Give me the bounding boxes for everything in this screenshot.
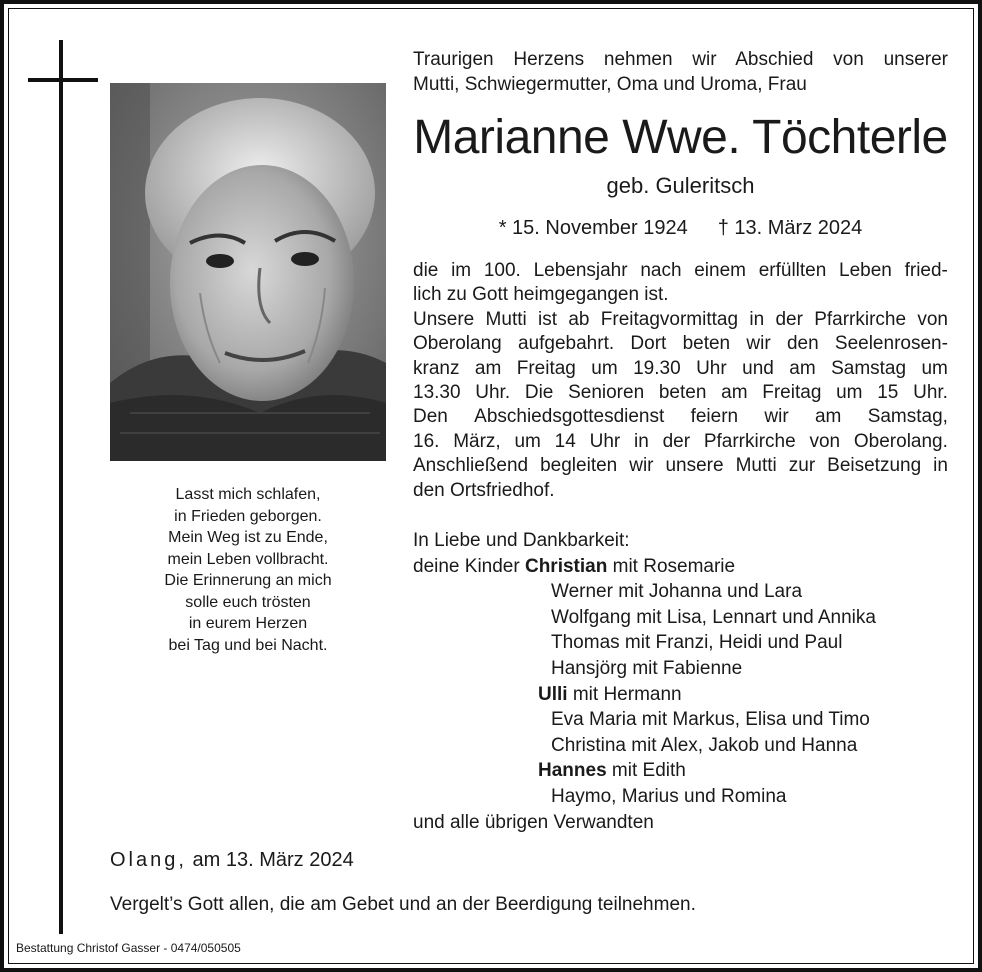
obituary-word: 100. [483,260,521,281]
obituary-line [413,308,948,332]
grandchild-line: Werner mit Johanna und Lara [551,581,803,603]
obituary-word: zur [788,455,816,477]
obituary-word: Uhr. [913,382,948,404]
obituary-word: um [591,357,618,379]
obituary-word: Freitagvormittag [600,308,739,330]
thanks-line: Vergelt’s Gott allen, die am Gebet und an der Beerdigung teilnehmen. [110,894,696,915]
kids-prefix: deine Kinder [413,555,520,577]
obituary-word: der [662,430,691,452]
obituary-word: Oberolang. [853,430,948,452]
obituary-word: Samstag [831,357,907,379]
place-date-text: am 13. März 2024 [192,849,354,871]
obituary-word: am [789,357,816,379]
obituary-word: begleiten [540,455,618,477]
obituary-word: am [474,357,502,379]
obituary-word: Leben [839,260,892,281]
obituary-word: Mutti [735,455,777,477]
obituary-word: Die [524,382,554,404]
obituary-line [413,405,948,429]
deceased-name: Marianne Wwe. Töchterle [413,111,948,164]
obituary-word: Freitag [516,357,576,379]
obituary-word: nach [640,260,682,281]
obituary-word: feiern [690,406,739,428]
obituary-word: von [917,308,948,330]
portrait-image [110,83,386,461]
obituary-word: Oberolang [413,333,502,355]
obituary-word: fried- [904,260,948,281]
poem-line: in Frieden geborgen. [174,507,322,525]
obituary-word: Pfarrkirche [814,308,907,330]
obituary-word: Mutti [485,308,527,330]
life-dates [413,214,948,242]
child-name: Hannes [538,760,607,782]
obituary-word: Abschiedsgottesdienst [474,406,665,428]
child-partner: mit Rosemarie [612,555,736,577]
obituary-line: lich zu Gott heimgegangen ist. [413,284,669,306]
obituary-line: den Ortsfriedhof. [413,479,555,501]
obituary-word: um [921,357,948,379]
obituary-word: den [786,333,819,355]
obituary-word: in [933,455,948,477]
poem-line: mein Leben vollbracht. [167,550,329,568]
obituary-line [413,259,948,283]
obituary-text [413,259,948,503]
obituary-word: 14 [554,430,576,452]
child-name: Christian [524,555,608,577]
obituary-word: von [809,430,841,452]
obituary-word: einem [694,260,746,281]
grandchild-line: Eva Maria mit Markus, Elisa und Timo [551,709,870,731]
family-line [413,682,953,708]
obituary-word: Dort [630,333,667,355]
grandchild-line: Thomas mit Franzi, Heidi und Paul [551,632,843,654]
obituary-word: 19.30 [633,357,681,379]
grandchild-line: Hansjörg mit Fabienne [551,657,743,679]
poem-line: bei Tag und bei Nacht. [168,636,328,654]
child-partner: mit Hermann [572,683,682,705]
child-name: Ulli [538,683,568,705]
poem-line: solle euch trösten [185,593,311,611]
poem [110,484,386,656]
obituary-word: in [749,308,765,330]
poem-line: Lasst mich schlafen, [175,486,321,503]
place-date [110,846,354,874]
death-date: † 13. März 2024 [717,217,863,239]
obituary-word: in [634,430,649,452]
family-list [413,528,953,835]
obituary-word: kranz [413,357,460,379]
place-town: Olang, [110,849,187,871]
obituary-word: 13.30 [413,382,461,404]
poem-line: Die Erinnerung an mich [164,572,332,589]
obituary-word: März, [453,430,501,452]
poem-line: in eurem Herzen [188,615,308,632]
obituary-word: Uhr [696,357,727,379]
obituary-word: Uhr [589,430,621,452]
obituary-word: die [413,260,439,281]
cross-icon-vertical [59,40,63,934]
obituary-word: 15 [877,382,899,404]
birth-date: * 15. November 1924 [498,217,688,239]
family-line [413,758,953,784]
obituary-word: Uhr. [475,382,511,404]
obituary-line [413,332,948,356]
obituary-word: um [514,430,541,452]
obituary-word: erfüllten [758,260,827,281]
obituary-word: Senioren [568,382,645,404]
child-partner: mit Edith [611,760,686,782]
family-closing: und alle übrigen Verwandten [413,811,654,833]
obituary-word: ab [568,308,590,330]
obituary-word: Freitag [762,382,822,404]
poem-line: Mein Weg ist zu Ende, [168,529,328,546]
obituary-word: Seelenrosen- [834,333,948,355]
intro-text [413,47,948,97]
obituary-word: Anschließend [413,455,529,477]
birth-name: geb. Guleritsch [606,173,755,198]
intro-line-2: Mutti, Schwiegermutter, Oma und Uroma, Frau [413,74,807,95]
grandchild-line: Christina mit Alex, Jakob und Hanna [551,734,858,756]
portrait-photo [110,83,386,461]
obituary-word: Unsere [413,308,475,330]
obituary-word: am [814,406,842,428]
obituary-line [413,357,948,381]
obituary-word: um [836,382,863,404]
obituary-word: aufgebahrt. [518,333,615,355]
obituary-word: Beisetzung [827,455,922,477]
obituary-word: beten [682,333,731,355]
obituary-line [413,454,948,478]
cross-icon-horizontal [28,78,98,82]
obituary-word: 16. [413,430,440,452]
family-heading: In Liebe und Dankbarkeit: [413,530,630,551]
grandchild-line: Haymo, Marius und Romina [551,785,787,807]
funeral-home-footer: Bestattung Christof Gasser - 0474/050505 [16,941,241,955]
obituary-word: ist [538,308,558,330]
grandchild-line: Wolfgang mit Lisa, Lennart und Annika [551,606,876,628]
obituary-word: der [775,308,803,330]
obituary-word: Den [413,406,448,428]
obituary-word: wir [629,455,654,477]
obituary-word: beten [658,382,707,404]
obituary-word: im [451,260,472,281]
family-line [413,554,953,580]
obituary-line [413,430,948,454]
obituary-word: Pfarrkirche [703,430,796,452]
obituary-word: wir [746,333,771,355]
obituary-word: Samstag, [867,406,948,428]
obituary-line [413,381,948,405]
obituary-word: Lebensjahr [533,260,628,281]
obituary-word: wir [764,406,789,428]
obituary-word: und [742,357,774,379]
obituary-word: am [721,382,748,404]
obituary-word: unsere [665,455,724,477]
intro-line-1: Traurigen Herzens nehmen wir Abschied von unserer [413,49,948,70]
